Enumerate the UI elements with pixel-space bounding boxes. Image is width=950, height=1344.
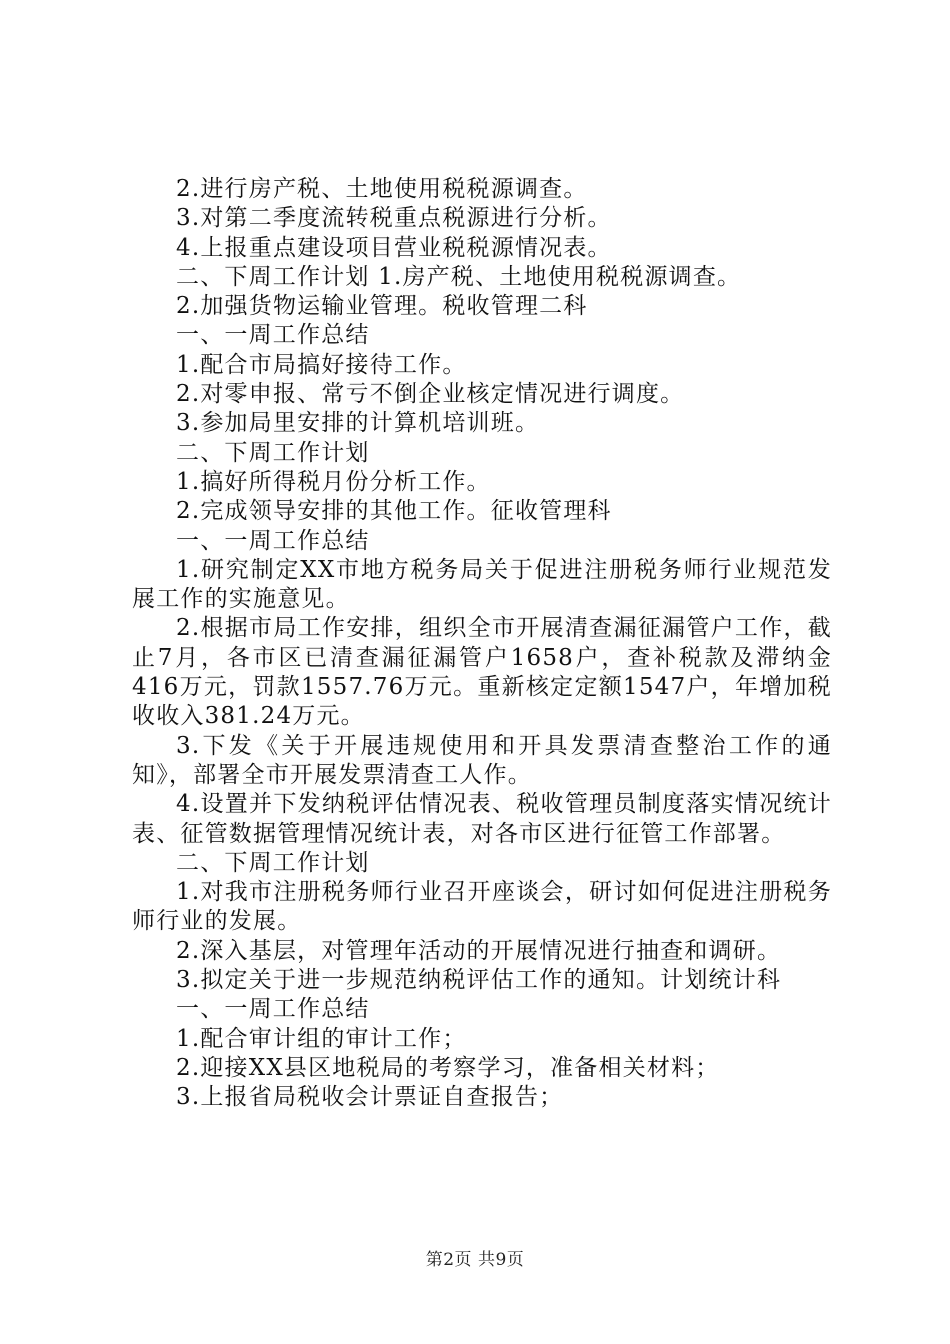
- paragraph: 4.设置并下发纳税评估情况表、税收管理员制度落实情况统计表、征管数据管理情况统计表，对各市区进行征管工作部署。: [132, 791, 832, 847]
- paragraph: 2.迎接XX县区地税局的考察学习，准备相关材料；: [176, 1054, 720, 1081]
- section-heading: 二、下周工作计划: [176, 849, 370, 876]
- paragraph: 1.配合审计组的审计工作；: [176, 1025, 467, 1052]
- section-heading: 二、下周工作计划: [176, 439, 370, 466]
- paragraph: 1.搞好所得税月份分析工作。: [176, 468, 491, 495]
- paragraph: 1.研究制定XX市地方税务局关于促进注册税务师行业规范发展工作的实施意见。: [132, 556, 832, 613]
- paragraph: 3.上报省局税收会计票证自查报告；: [176, 1084, 564, 1111]
- paragraph: 2.完成领导安排的其他工作。征收管理科: [176, 498, 612, 525]
- paragraph: 3.对第二季度流转税重点税源进行分析。: [176, 205, 612, 232]
- paragraph: 2.对零申报、常亏不倒企业核定情况进行调度。: [176, 381, 685, 408]
- paragraph: 1.配合市局搞好接待工作。: [176, 351, 467, 378]
- section-heading: 一、一周工作总结: [176, 527, 370, 554]
- paragraph: 3.下发《关于开展违规使用和开具发票清查整治工作的通知》，部署全市开展发票清查工人作。: [132, 732, 832, 788]
- section-heading: 一、一周工作总结: [176, 996, 370, 1023]
- paragraph: 二、下周工作计划 1.房产税、土地使用税税源调查。: [176, 263, 742, 290]
- paragraph: 4.上报重点建设项目营业税税源情况表。: [176, 234, 612, 261]
- paragraph: 2.根据市局工作安排，组织全市开展清查漏征漏管户工作，截止7月，各市区已清查漏征漏管户1658户，查补税款及滞纳金416万元，罚款1557.76万元。重新核定定额1547户，年增加税收收入381.24万元。: [132, 615, 832, 730]
- paragraph: 1.对我市注册税务师行业召开座谈会，研讨如何促进注册税务师行业的发展。: [132, 879, 832, 935]
- paragraph: 3.参加局里安排的计算机培训班。: [176, 410, 540, 437]
- page-number-footer: 第2页 共9页: [425, 1250, 525, 1270]
- paragraph: 2.加强货物运输业管理。税收管理二科: [176, 293, 588, 320]
- section-heading: 一、一周工作总结: [176, 322, 370, 349]
- paragraph: 3.拟定关于进一步规范纳税评估工作的通知。计划统计科: [176, 967, 782, 994]
- paragraph: 2.进行房产税、土地使用税税源调查。: [176, 176, 588, 202]
- paragraph: 2.深入基层，对管理年活动的开展情况进行抽查和调研。: [176, 937, 782, 964]
- document-body: [132, 175, 832, 1113]
